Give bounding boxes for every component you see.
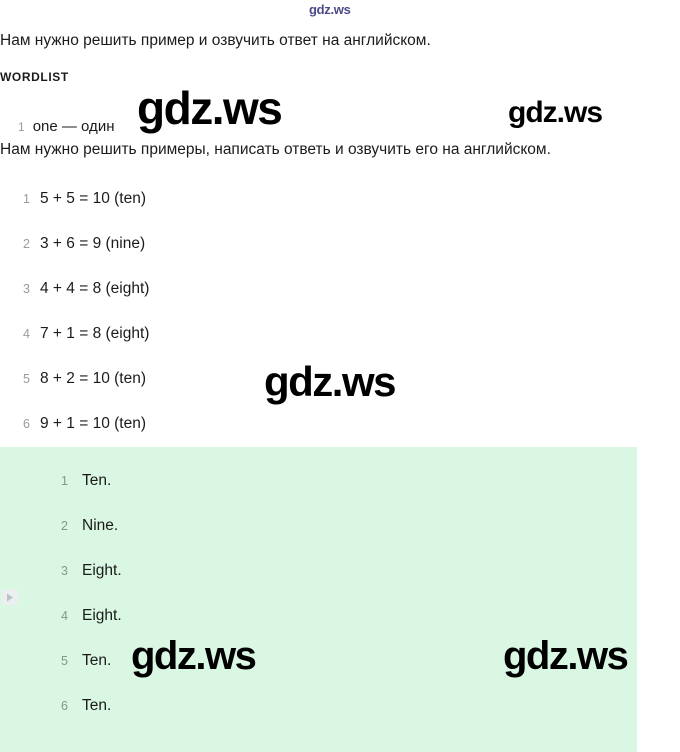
answer-number: 4 bbox=[61, 609, 68, 623]
answer-text: Ten. bbox=[82, 652, 112, 669]
equation-list bbox=[0, 190, 680, 460]
wordlist-item-number: 1 bbox=[18, 120, 25, 134]
answer-text: Nine. bbox=[82, 517, 119, 534]
wordlist-heading: WORDLIST bbox=[0, 70, 69, 84]
list-item bbox=[0, 280, 680, 325]
answer-panel bbox=[0, 447, 637, 752]
equation-text: 9 + 1 = 10 (ten) bbox=[40, 415, 146, 432]
watermark-d: gdz.ws bbox=[131, 634, 256, 678]
equation-text: 3 + 6 = 9 (nine) bbox=[40, 235, 146, 252]
list-item bbox=[42, 517, 122, 562]
equation-text: 4 + 4 = 8 (eight) bbox=[40, 280, 150, 297]
answer-text: Eight. bbox=[82, 607, 122, 624]
watermark-top: gdz.ws bbox=[309, 2, 351, 17]
watermark-a: gdz.ws bbox=[137, 82, 282, 134]
answer-text: Eight. bbox=[82, 562, 122, 579]
equation-number: 4 bbox=[23, 327, 30, 341]
list-item bbox=[42, 472, 122, 517]
answer-text: Ten. bbox=[82, 472, 112, 489]
equation-number: 6 bbox=[23, 417, 30, 431]
list-item bbox=[0, 235, 680, 280]
answer-text: Ten. bbox=[82, 697, 112, 714]
answer-number: 3 bbox=[61, 564, 68, 578]
answer-number: 2 bbox=[61, 519, 68, 533]
answer-number: 5 bbox=[61, 654, 68, 668]
play-icon[interactable] bbox=[2, 589, 18, 605]
list-item bbox=[42, 562, 122, 607]
equation-number: 2 bbox=[23, 237, 30, 251]
wordlist-item-text: one — один bbox=[32, 118, 115, 135]
list-item bbox=[0, 190, 680, 235]
equation-number: 3 bbox=[23, 282, 30, 296]
list-item bbox=[42, 697, 122, 742]
equation-text: 8 + 2 = 10 (ten) bbox=[40, 370, 146, 387]
equation-number: 5 bbox=[23, 372, 30, 386]
intro-line-1: Нам нужно решить пример и озвучить ответ на английском. bbox=[0, 32, 431, 49]
equation-number: 1 bbox=[23, 192, 30, 206]
answer-list bbox=[42, 472, 122, 742]
wordlist-item bbox=[18, 118, 114, 135]
answer-number: 6 bbox=[61, 699, 68, 713]
equation-text: 5 + 5 = 10 (ten) bbox=[40, 190, 146, 207]
answer-number: 1 bbox=[61, 474, 68, 488]
equation-text: 7 + 1 = 8 (eight) bbox=[40, 325, 150, 342]
watermark-b: gdz.ws bbox=[508, 96, 603, 129]
intro-line-2: Нам нужно решить примеры, написать ответь и озвучить его на английском. bbox=[0, 141, 551, 158]
list-item bbox=[42, 607, 122, 652]
watermark-e: gdz.ws bbox=[503, 634, 628, 678]
list-item bbox=[42, 652, 122, 697]
watermark-c: gdz.ws bbox=[264, 358, 396, 405]
